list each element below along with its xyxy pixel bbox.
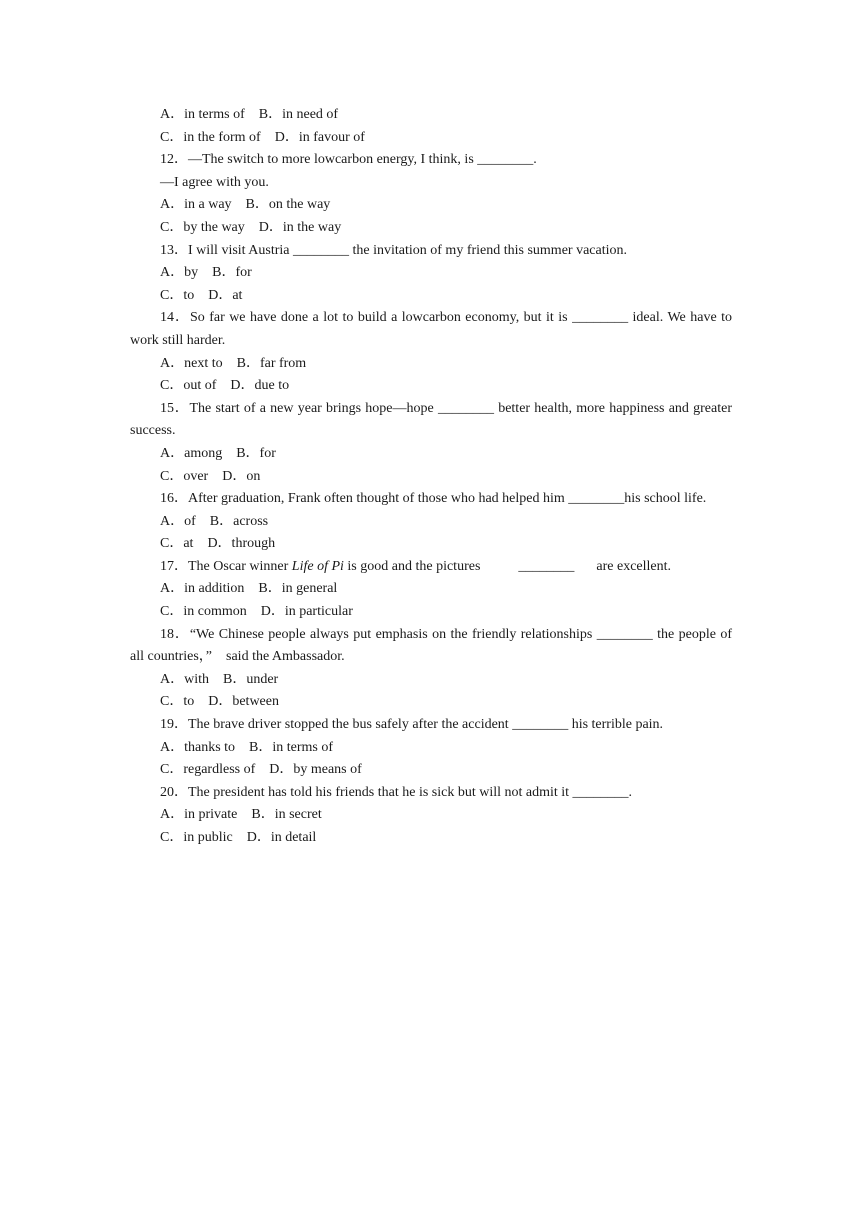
q14-options-row-2: C．out of D．due to: [160, 378, 290, 394]
q15-stem-text: The start of a new year brings hope—hope ________ better health, more happiness and greater success.: [130, 400, 733, 439]
q19-options-row-2: C．regardless of D．by means of: [160, 762, 362, 778]
q20-options-row-2: C．in public D．in detail: [160, 830, 317, 845]
q17-options-row-1: A．in addition B．in general: [160, 581, 338, 597]
q17-stem-after: are excellent.: [596, 558, 672, 574]
q12-stem-text: —The switch to more lowcarbon energy, I think, is ________.: [188, 152, 537, 168]
q20-stem-text: The president has told his friends that he is sick but will not admit it ________.: [188, 784, 633, 800]
q18-stem: [130, 624, 732, 669]
q14-options-row-1: A．next to B．far from: [160, 355, 307, 371]
q15-stem: [130, 398, 732, 443]
q14-number: 14．: [160, 310, 190, 326]
q20-options-row-1: A．in private B．in secret: [160, 807, 322, 823]
q16-stem-text: After graduation, Frank often thought of those who had helped him ________his school life.: [188, 491, 707, 507]
q15-number: 15．: [160, 400, 190, 416]
q12-options-row-1: A．in a way B．on the way: [160, 197, 331, 213]
q19-options-row-1: A．thanks to B．in terms of: [160, 739, 334, 755]
q12-number: 12．: [160, 152, 188, 168]
q13-options-row-2: C．to D．at: [160, 287, 243, 303]
q17-blank: ________: [518, 558, 575, 574]
q13-number: 13．: [160, 242, 188, 258]
q17-stem: [130, 556, 732, 579]
q19-number: 19．: [160, 717, 188, 733]
q11-options-row-2: C．in the form of D．in favour of: [160, 129, 365, 145]
q13-stem: [130, 240, 732, 263]
q11-options-row-1: A．in terms of B．in need of: [160, 107, 339, 122]
q18-options-row-2: C．to D．between: [160, 694, 279, 710]
q18-options-row-1: A．with B．under: [160, 671, 279, 687]
q13-stem-text: I will visit Austria ________ the invitation of my friend this summer vacation.: [188, 242, 627, 258]
q20-number: 20．: [160, 784, 188, 800]
q19-stem: [130, 714, 732, 737]
q12-reply: —I agree with you.: [160, 174, 269, 190]
q17-stem-before: The Oscar winner: [188, 558, 292, 574]
q12-options-row-2: C．by the way D．in the way: [160, 219, 342, 235]
q13-options-row-1: A．by B．for: [160, 265, 252, 281]
q18-stem-text: “We Chinese people always put emphasis on the friendly relationships ________ the people of all countries，” said the Ambassador.: [130, 626, 733, 665]
q12-stem: [130, 149, 732, 172]
q19-stem-text: The brave driver stopped the bus safely after the accident ________ his terrible pain.: [188, 717, 664, 733]
q14-stem: [130, 307, 732, 352]
q16-options-row-2: C．at D．through: [160, 536, 276, 552]
q17-number: 17．: [160, 558, 188, 574]
q16-number: 16．: [160, 491, 188, 507]
worksheet-page: [130, 104, 732, 850]
q16-stem: [130, 488, 732, 511]
q15-options-row-1: A．among B．for: [160, 445, 276, 461]
q18-number: 18．: [160, 626, 190, 642]
q15-options-row-2: C．over D．on: [160, 468, 261, 484]
q16-options-row-1: A．of B．across: [160, 513, 269, 529]
q17-film-title: Life of Pi: [291, 558, 344, 574]
q14-stem-text: So far we have done a lot to build a lowcarbon economy, but it is ________ ideal. We have to work still harder.: [130, 310, 733, 348]
q17-options-row-2: C．in common D．in particular: [160, 604, 353, 620]
q20-stem: [130, 782, 732, 805]
q17-stem-middle: is good and the pictures: [343, 558, 481, 574]
